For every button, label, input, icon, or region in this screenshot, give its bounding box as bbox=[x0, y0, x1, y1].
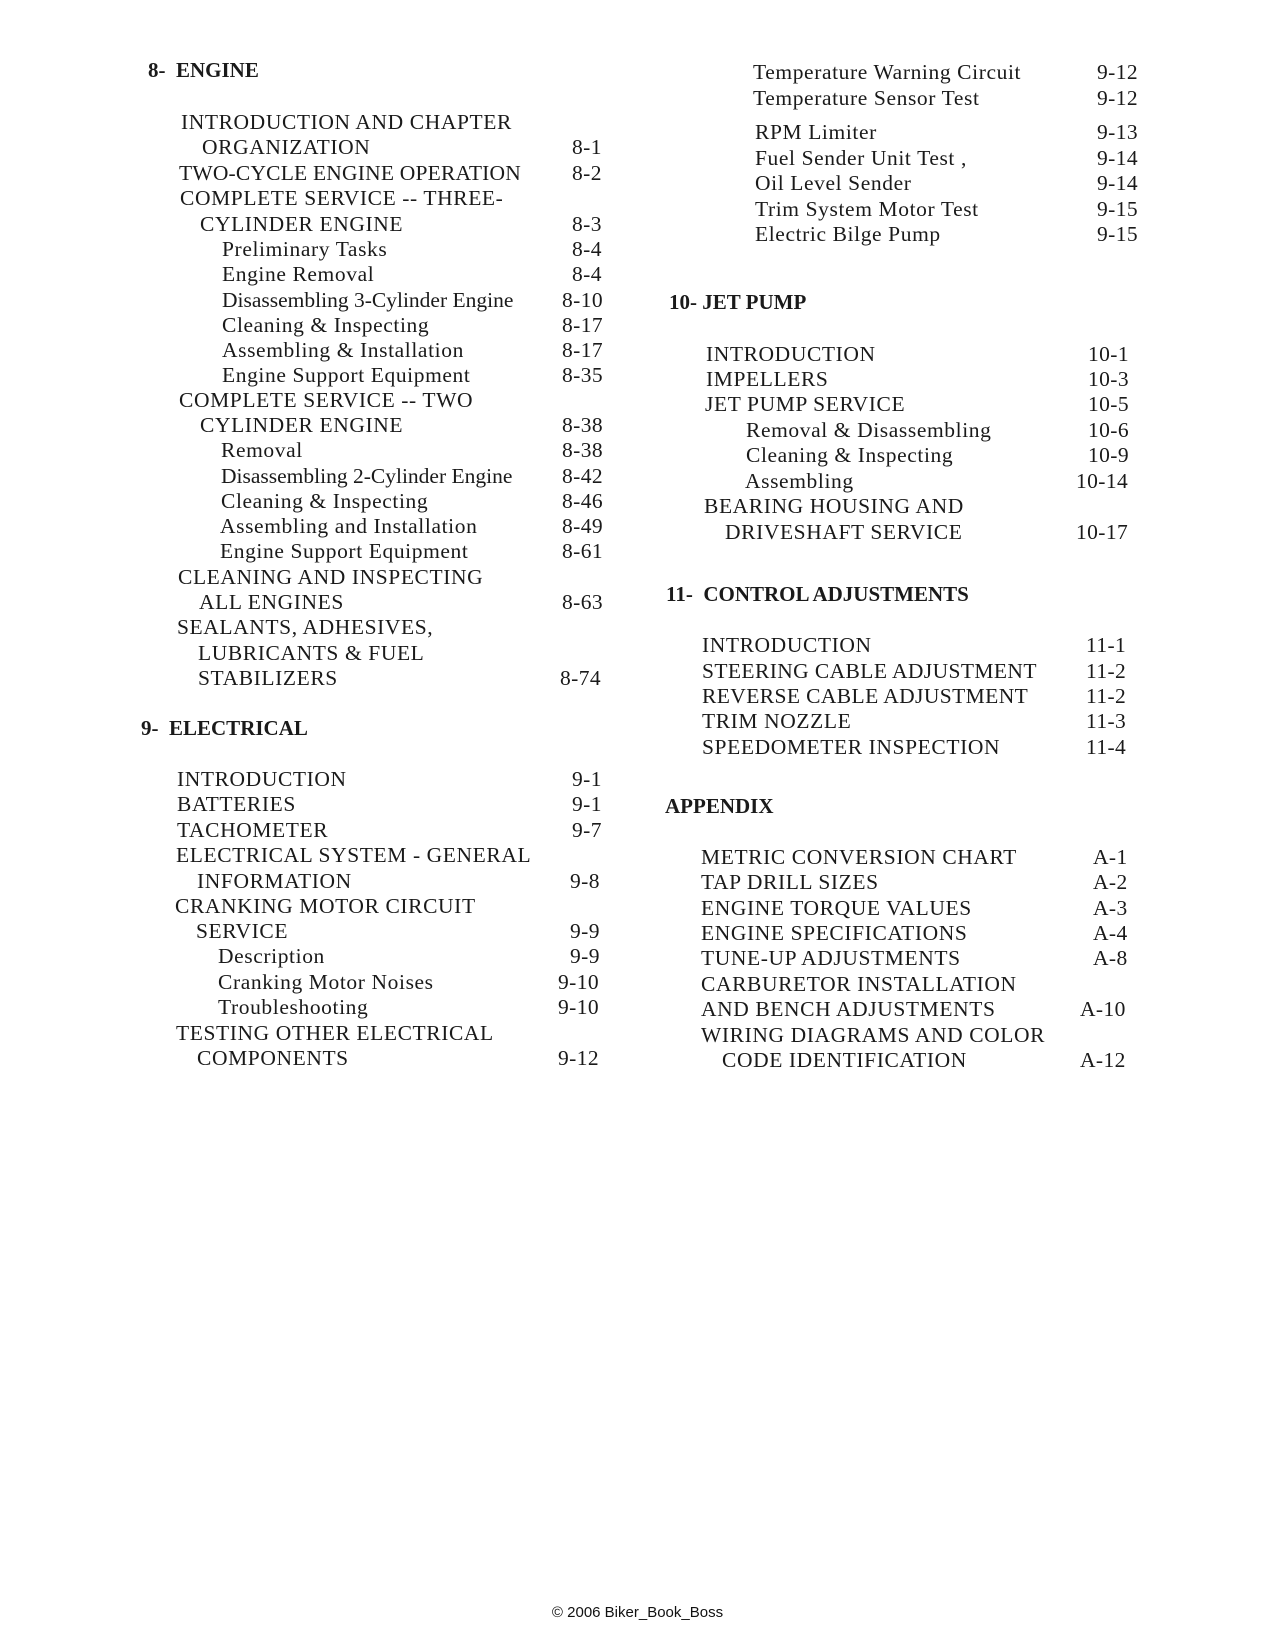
chapter-heading-engine bbox=[148, 58, 259, 83]
toc-entry-label: TUNE-UP ADJUSTMENTS bbox=[701, 946, 961, 970]
toc-entry-label: TAP DRILL SIZES bbox=[701, 870, 879, 894]
toc-entry-page: 8-17 bbox=[562, 313, 604, 337]
toc-entry[interactable] bbox=[0, 362, 650, 388]
toc-entry[interactable] bbox=[0, 261, 650, 287]
toc-entry-page: 8-2 bbox=[572, 161, 602, 185]
toc-entry-page: A-2 bbox=[1093, 870, 1128, 894]
toc-entry-label: LUBRICANTS & FUEL bbox=[198, 641, 425, 665]
toc-entry[interactable] bbox=[650, 468, 1275, 494]
toc-entry-page: 8-3 bbox=[572, 212, 602, 236]
toc-entry[interactable] bbox=[650, 945, 1275, 971]
toc-entry-label: Preliminary Tasks bbox=[222, 237, 388, 261]
toc-entry-label: AND BENCH ADJUSTMENTS bbox=[701, 997, 996, 1021]
toc-entry-label: WIRING DIAGRAMS AND COLOR bbox=[701, 1023, 1046, 1047]
toc-entry-label: METRIC CONVERSION CHART bbox=[701, 845, 1017, 869]
toc-entry[interactable] bbox=[0, 868, 650, 894]
toc-entry-label: DRIVESHAFT SERVICE bbox=[725, 520, 963, 544]
toc-entry[interactable] bbox=[650, 85, 1275, 111]
toc-entry-page: 10-5 bbox=[1088, 392, 1130, 416]
toc-entry[interactable] bbox=[650, 196, 1275, 222]
toc-entry[interactable] bbox=[650, 734, 1275, 760]
toc-entry[interactable] bbox=[0, 665, 650, 691]
toc-entry[interactable] bbox=[0, 387, 650, 413]
toc-entry[interactable] bbox=[650, 895, 1275, 921]
toc-entry-label: TESTING OTHER ELECTRICAL bbox=[176, 1021, 494, 1045]
toc-entry-page: 11-2 bbox=[1086, 659, 1127, 683]
toc-entry[interactable] bbox=[0, 842, 650, 868]
toc-entry-label: Oil Level Sender bbox=[755, 171, 912, 195]
toc-entry-page: A-10 bbox=[1080, 997, 1126, 1021]
toc-entry-page: 9-10 bbox=[558, 970, 600, 994]
toc-entry[interactable] bbox=[650, 417, 1275, 443]
toc-entry[interactable] bbox=[0, 488, 650, 514]
toc-entry[interactable] bbox=[0, 134, 650, 160]
toc-entry[interactable] bbox=[650, 119, 1275, 145]
toc-entry-page: 8-35 bbox=[562, 363, 604, 387]
toc-entry-label: Description bbox=[218, 944, 325, 968]
toc-entry-page: 9-12 bbox=[558, 1046, 600, 1070]
toc-entry[interactable] bbox=[0, 893, 650, 919]
toc-entry[interactable] bbox=[0, 312, 650, 338]
toc-entry[interactable] bbox=[0, 943, 650, 969]
toc-entry-page: 9-8 bbox=[570, 869, 600, 893]
toc-entry[interactable] bbox=[650, 391, 1275, 417]
chapter-number: 9- bbox=[141, 716, 159, 740]
appendix-heading bbox=[665, 794, 774, 819]
toc-entry[interactable] bbox=[650, 683, 1275, 709]
toc-entry-label: Disassembling 3-Cylinder Engine bbox=[222, 288, 514, 312]
toc-entry[interactable] bbox=[0, 766, 650, 792]
toc-entry[interactable] bbox=[650, 1022, 1275, 1048]
toc-entry-label: Troubleshooting bbox=[218, 995, 369, 1019]
toc-entry-page: A-12 bbox=[1080, 1048, 1126, 1072]
toc-entry[interactable] bbox=[650, 59, 1275, 85]
toc-entry-label: Trim System Motor Test bbox=[755, 197, 979, 221]
toc-entry[interactable] bbox=[650, 920, 1275, 946]
chapter-heading-electrical bbox=[141, 716, 308, 741]
toc-entry-label: Engine Support Equipment bbox=[220, 539, 469, 563]
toc-entry-page: 8-38 bbox=[562, 438, 604, 462]
toc-entry-label: RPM Limiter bbox=[755, 120, 877, 144]
toc-entry-page: 9-15 bbox=[1097, 222, 1139, 246]
toc-entry[interactable] bbox=[0, 211, 650, 237]
toc-entry-page: 9-1 bbox=[572, 767, 602, 791]
toc-entry-page: 9-9 bbox=[570, 944, 600, 968]
toc-entry-label: Assembling bbox=[745, 469, 854, 493]
chapter-number: 11- bbox=[666, 582, 693, 606]
toc-entry[interactable] bbox=[650, 658, 1275, 684]
toc-entry-label: TRIM NOZZLE bbox=[702, 709, 852, 733]
toc-entry-page: 10-3 bbox=[1088, 367, 1130, 391]
toc-entry-label: Removal & Disassembling bbox=[746, 418, 992, 442]
toc-entry-page: A-4 bbox=[1093, 921, 1128, 945]
toc-entry-label: INFORMATION bbox=[197, 869, 352, 893]
toc-entry-label: CYLINDER ENGINE bbox=[200, 413, 404, 437]
toc-entry-label: CRANKING MOTOR CIRCUIT bbox=[175, 894, 476, 918]
toc-entry-label: IMPELLERS bbox=[706, 367, 829, 391]
toc-entry[interactable] bbox=[0, 791, 650, 817]
chapter-title: APPENDIX bbox=[665, 794, 774, 818]
toc-entry[interactable] bbox=[650, 366, 1275, 392]
chapter-number: 8- bbox=[148, 58, 166, 82]
chapter-heading-jet-pump bbox=[669, 290, 806, 315]
toc-entry[interactable] bbox=[0, 236, 650, 262]
chapter-title: ELECTRICAL bbox=[169, 716, 308, 740]
toc-entry-label: ALL ENGINES bbox=[199, 590, 344, 614]
toc-entry-label: Temperature Sensor Test bbox=[753, 86, 980, 110]
toc-entry-page: 9-1 bbox=[572, 792, 602, 816]
toc-entry[interactable] bbox=[0, 437, 650, 463]
toc-entry[interactable] bbox=[0, 185, 650, 211]
toc-entry-label: ORGANIZATION bbox=[202, 135, 371, 159]
toc-entry[interactable] bbox=[0, 513, 650, 539]
toc-entry[interactable] bbox=[650, 442, 1275, 468]
chapter-number: 10- bbox=[669, 290, 697, 314]
toc-entry-label: Assembling & Installation bbox=[222, 338, 464, 362]
copyright-footer: © 2006 Biker_Book_Boss bbox=[551, 1604, 724, 1621]
toc-entry-label: Engine Support Equipment bbox=[222, 363, 471, 387]
toc-entry-label: CARBURETOR INSTALLATION bbox=[701, 972, 1017, 996]
toc-entry-page: 8-49 bbox=[562, 514, 604, 538]
toc-entry[interactable] bbox=[0, 614, 650, 640]
toc-entry-label: INTRODUCTION bbox=[706, 342, 876, 366]
toc-entry-label: REVERSE CABLE ADJUSTMENT bbox=[702, 684, 1029, 708]
toc-entry-label: Temperature Warning Circuit bbox=[753, 60, 1022, 84]
toc-entry-label: STEERING CABLE ADJUSTMENT bbox=[702, 659, 1037, 683]
toc-entry-page: 8-4 bbox=[572, 262, 602, 286]
toc-entry-page: 10-17 bbox=[1076, 520, 1129, 544]
toc-entry[interactable] bbox=[650, 221, 1275, 247]
toc-entry[interactable] bbox=[650, 844, 1275, 870]
toc-entry[interactable] bbox=[650, 341, 1275, 367]
toc-entry-page: 9-12 bbox=[1097, 86, 1139, 110]
toc-entry-label: CODE IDENTIFICATION bbox=[722, 1048, 967, 1072]
toc-entry[interactable] bbox=[650, 1047, 1275, 1073]
toc-entry[interactable] bbox=[650, 519, 1275, 545]
toc-entry-label: Cleaning & Inspecting bbox=[746, 443, 954, 467]
toc-entry-label: COMPONENTS bbox=[197, 1046, 349, 1070]
toc-entry-label: TACHOMETER bbox=[177, 818, 329, 842]
toc-entry-page: 11-4 bbox=[1086, 735, 1127, 759]
toc-entry[interactable] bbox=[650, 170, 1275, 196]
toc-entry-page: 11-3 bbox=[1086, 709, 1127, 733]
toc-entry-page: 8-74 bbox=[560, 666, 602, 690]
toc-entry[interactable] bbox=[650, 145, 1275, 171]
toc-entry-page: 11-1 bbox=[1086, 633, 1127, 657]
toc-entry[interactable] bbox=[0, 817, 650, 843]
toc-entry-page: 11-2 bbox=[1086, 684, 1127, 708]
toc-entry-label: INTRODUCTION bbox=[177, 767, 347, 791]
toc-entry-page: A-8 bbox=[1093, 946, 1128, 970]
chapter-heading-control-adjustments bbox=[666, 582, 969, 607]
toc-entry-page: 8-46 bbox=[562, 489, 604, 513]
toc-entry-page: 8-42 bbox=[562, 464, 604, 488]
toc-entry-page: A-3 bbox=[1093, 896, 1128, 920]
toc-entry-label: COMPLETE SERVICE -- TWO bbox=[179, 388, 474, 412]
toc-entry[interactable] bbox=[0, 160, 650, 186]
toc-entry-label: BATTERIES bbox=[177, 792, 296, 816]
toc-entry[interactable] bbox=[0, 412, 650, 438]
toc-entry[interactable] bbox=[0, 564, 650, 590]
toc-entry-label: ENGINE TORQUE VALUES bbox=[701, 896, 972, 920]
toc-entry-label: COMPLETE SERVICE -- THREE- bbox=[180, 186, 504, 210]
toc-entry-label: Cleaning & Inspecting bbox=[222, 313, 430, 337]
toc-entry-label: SPEEDOMETER INSPECTION bbox=[702, 735, 1001, 759]
toc-entry-page: 8-17 bbox=[562, 338, 604, 362]
toc-entry-label: INTRODUCTION AND CHAPTER bbox=[181, 110, 512, 134]
toc-entry-page: 10-6 bbox=[1088, 418, 1130, 442]
toc-entry-page: 9-15 bbox=[1097, 197, 1139, 221]
toc-entry[interactable] bbox=[0, 1045, 650, 1071]
toc-entry[interactable] bbox=[0, 589, 650, 615]
toc-entry[interactable] bbox=[650, 493, 1275, 519]
toc-entry-label: Electric Bilge Pump bbox=[755, 222, 941, 246]
toc-entry-label: CYLINDER ENGINE bbox=[200, 212, 404, 236]
toc-entry-label: Cleaning & Inspecting bbox=[221, 489, 429, 513]
toc-entry-page: 10-9 bbox=[1088, 443, 1130, 467]
toc-entry[interactable] bbox=[650, 971, 1275, 997]
chapter-title: ENGINE bbox=[176, 58, 259, 82]
toc-entry[interactable] bbox=[0, 640, 650, 666]
toc-entry[interactable] bbox=[0, 538, 650, 564]
chapter-title: CONTROL ADJUSTMENTS bbox=[703, 582, 969, 606]
toc-entry-label: Assembling and Installation bbox=[220, 514, 478, 538]
toc-entry-page: 9-9 bbox=[570, 919, 600, 943]
toc-entry-page: 9-12 bbox=[1097, 60, 1139, 84]
toc-entry-page: 10-1 bbox=[1088, 342, 1130, 366]
toc-entry-label: Fuel Sender Unit Test , bbox=[755, 146, 967, 170]
toc-entry[interactable] bbox=[0, 1020, 650, 1046]
toc-entry-label: Cranking Motor Noises bbox=[218, 970, 434, 994]
toc-entry-page: 9-13 bbox=[1097, 120, 1139, 144]
toc-entry[interactable] bbox=[0, 918, 650, 944]
toc-entry[interactable] bbox=[0, 287, 650, 313]
toc-entry[interactable] bbox=[650, 996, 1275, 1022]
toc-entry-label: BEARING HOUSING AND bbox=[704, 494, 964, 518]
toc-entry[interactable] bbox=[650, 869, 1275, 895]
toc-entry[interactable] bbox=[0, 337, 650, 363]
toc-entry-page: 8-1 bbox=[572, 135, 602, 159]
toc-entry-label: CLEANING AND INSPECTING bbox=[178, 565, 484, 589]
toc-entry-label: STABILIZERS bbox=[198, 666, 338, 690]
toc-entry-label: Disassembling 2-Cylinder Engine bbox=[221, 464, 513, 488]
toc-entry-page: 9-14 bbox=[1097, 146, 1139, 170]
toc-entry[interactable] bbox=[650, 708, 1275, 734]
toc-entry-label: Removal bbox=[221, 438, 303, 462]
toc-entry-label: SERVICE bbox=[196, 919, 289, 943]
toc-entry-page: 8-61 bbox=[562, 539, 604, 563]
toc-entry-page: 10-14 bbox=[1076, 469, 1129, 493]
toc-entry-label: INTRODUCTION bbox=[702, 633, 872, 657]
toc-entry-page: 9-7 bbox=[572, 818, 602, 842]
toc-entry-label: ELECTRICAL SYSTEM - GENERAL bbox=[176, 843, 532, 867]
toc-entry[interactable] bbox=[650, 632, 1275, 658]
chapter-title: JET PUMP bbox=[702, 290, 807, 314]
toc-entry-label: ENGINE SPECIFICATIONS bbox=[701, 921, 968, 945]
toc-entry-label: JET PUMP SERVICE bbox=[705, 392, 906, 416]
toc-entry-label: TWO-CYCLE ENGINE OPERATION bbox=[179, 161, 521, 185]
toc-entry-page: 8-10 bbox=[562, 288, 604, 312]
toc-entry[interactable] bbox=[0, 463, 650, 489]
toc-entry-label: Engine Removal bbox=[222, 262, 375, 286]
toc-entry[interactable] bbox=[0, 109, 650, 135]
toc-entry-page: 8-4 bbox=[572, 237, 602, 261]
toc-entry-page: 9-14 bbox=[1097, 171, 1139, 195]
toc-entry-label: SEALANTS, ADHESIVES, bbox=[177, 615, 434, 639]
toc-entry-page: 8-63 bbox=[562, 590, 604, 614]
toc-entry-page: 9-10 bbox=[558, 995, 600, 1019]
toc-entry-page: 8-38 bbox=[562, 413, 604, 437]
toc-entry-page: A-1 bbox=[1093, 845, 1128, 869]
toc-entry[interactable] bbox=[0, 969, 650, 995]
toc-entry[interactable] bbox=[0, 994, 650, 1020]
